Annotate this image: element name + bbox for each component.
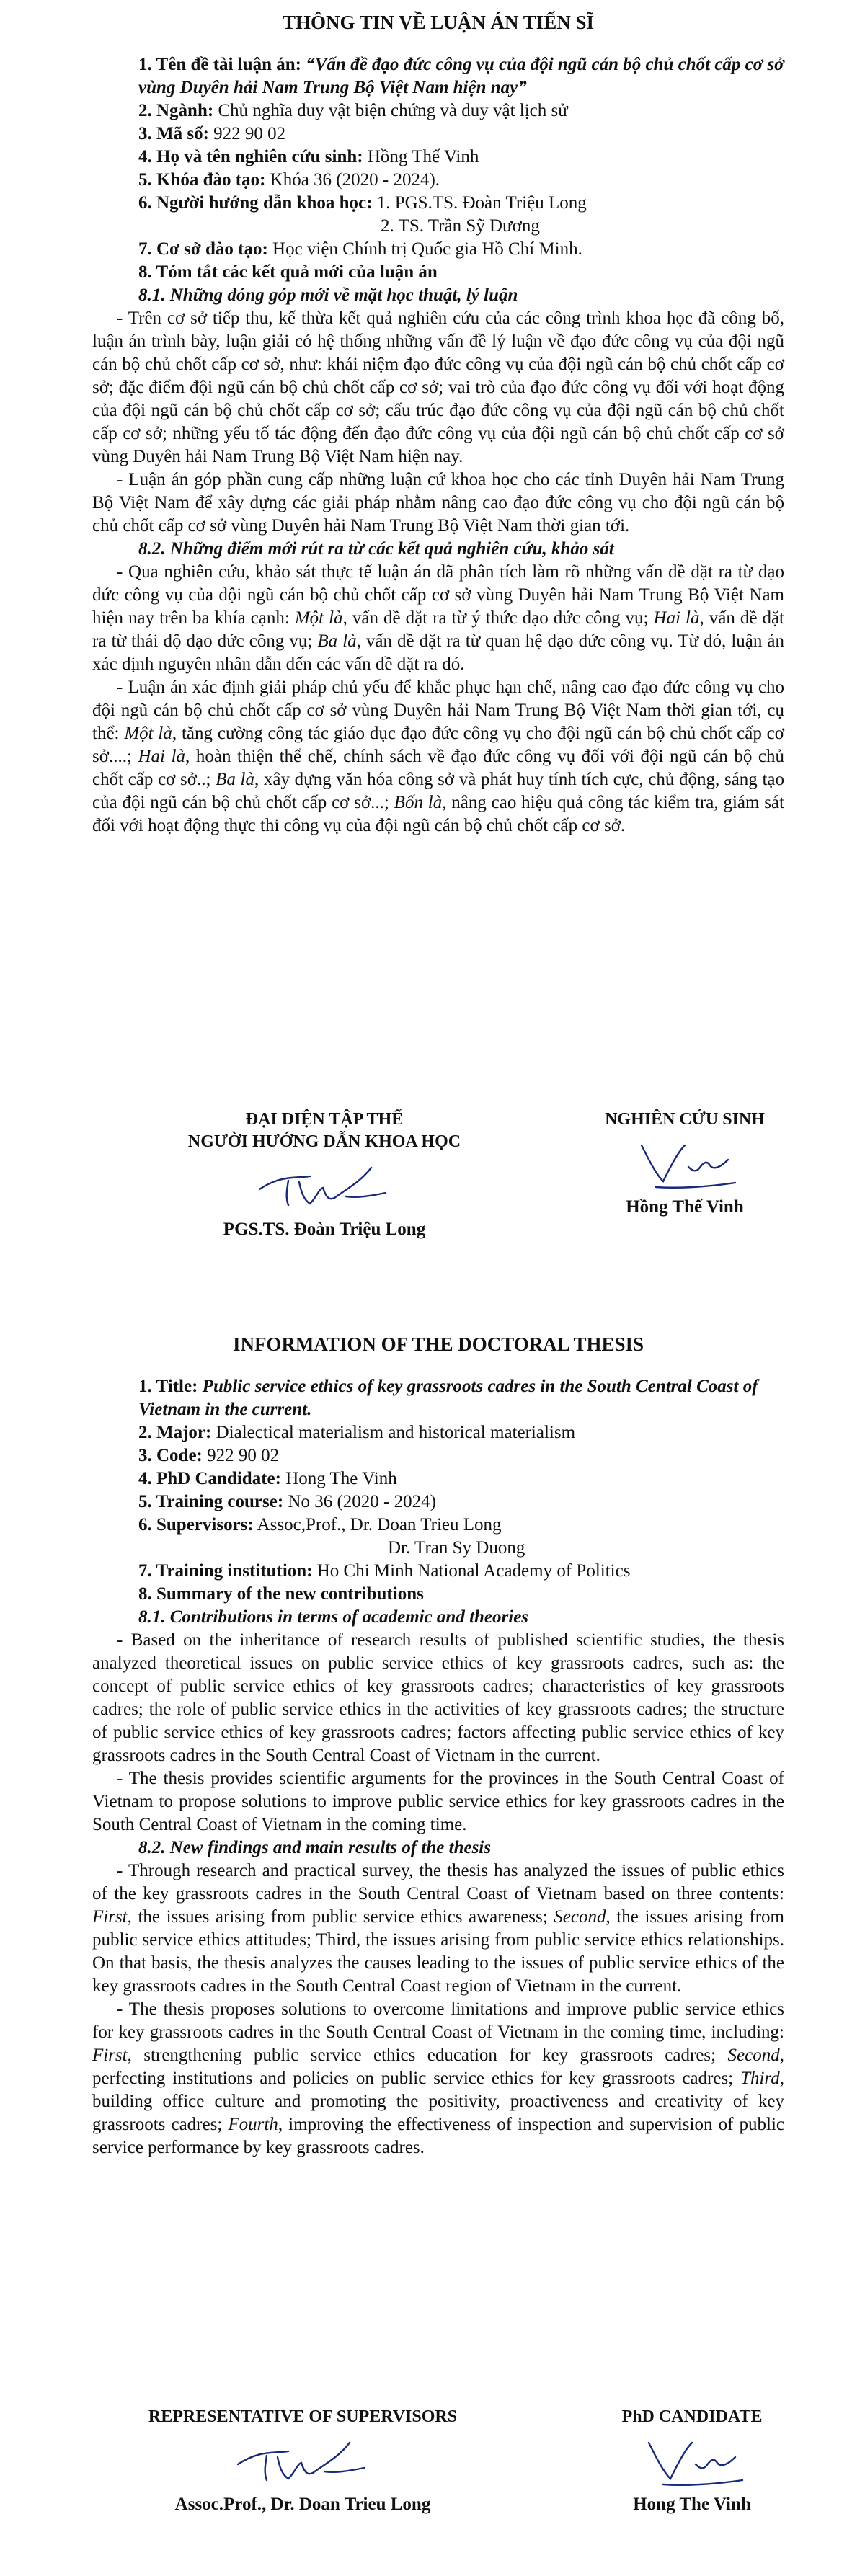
en-p82b-text-4: , building office culture and promoting the positivity, proactiveness and creativity of key grassroots cadres; — [92, 2069, 784, 2134]
en-p82b-em-2: Second — [727, 2046, 780, 2065]
vi-institution-value: Học viện Chính trị Quốc gia Hồ Chí Minh. — [272, 239, 582, 259]
en-code-label: 3. Code: — [138, 1446, 203, 1465]
en-supervisor-signature-image — [216, 2428, 389, 2493]
vi-p82a-text-4: , vấn đề đặt ra từ quan hệ đạo đức công vụ. Từ đó, luận án xác định nguyên nhân dẫn đến các vấn đề đặt ra đó. — [92, 631, 784, 674]
vi-subheading-8-1: 8.1. Những đóng góp mới về mặt học thuật, lý luận — [138, 285, 518, 305]
vi-item-title — [92, 53, 784, 99]
en-signature-supervisor — [94, 2406, 512, 2516]
en-paragraph-8-1-a: - Based on the inheritance of research results of published scientific studies, the thesis analyzed theoretical issues on public service ethics of key grassroots cadres, such as: the concept of public service ethics of key grassroots cadres; characteristics of key grassroots cadres; the role of public service ethics in the activities of key grassroots cadres; the structure of public service ethics of key grassroots cadres; factors affecting public service ethics of key grassroots cadres in the South Central Coast of Vietnam in the current. — [92, 1630, 784, 1765]
vi-supervisors-label: 6. Người hướng dẫn khoa học: — [138, 193, 373, 213]
vi-supervisor-2: 2. TS. Trần Sỹ Dương — [381, 216, 540, 236]
vi-item-institution — [92, 238, 784, 261]
en-item-supervisor-2 — [92, 1537, 784, 1560]
vi-item-supervisor-2 — [92, 215, 784, 238]
en-candidate-value: Hong The Vinh — [285, 1469, 397, 1488]
vi-item-code — [92, 123, 784, 146]
en-paragraph-8-2-a — [92, 1860, 784, 1998]
en-item-code — [92, 1444, 784, 1467]
vi-major-value: Chủ nghĩa duy vật biện chứng và duy vật lịch sử — [218, 101, 568, 120]
vi-p82b-text-5: , nâng cao hiệu quả công tác kiểm tra, giám sát đối với hoạt động thực thi công vụ của đội ngũ cán bộ chủ chốt cấp cơ sở. — [92, 793, 785, 835]
vi-p82b-text-2: , tăng cường công tác giáo dục đạo đức công vụ cho đội ngũ cán bộ chủ chốt cấp cơ sở....; — [92, 724, 784, 766]
en-supervisor-2: Dr. Tran Sy Duong — [388, 1538, 525, 1558]
en-p82a-text-2: , the issues arising from public service ethics awareness; — [127, 1907, 554, 1927]
vi-candidate-value: Hồng Thế Vinh — [367, 147, 479, 166]
en-candidate-signature-image — [620, 2428, 764, 2493]
vi-p82a-text-3: , vấn đề đặt ra từ thái độ đạo đức công vụ; — [92, 608, 785, 651]
en-p82a-text-3: , the issues arising from public service ethics attitudes; Third, the issues arising from public service ethics relationships. On that basis, the thesis analyzes the causes leading to the issues of public service ethics of the key grassroots cadres in the South Central Coast region of Vietnam in the current. — [92, 1907, 784, 1996]
en-p82b-text-3: , perfecting institutions and policies on public service ethics for key grassroots cadres; — [92, 2046, 784, 2088]
vi-summary-label: 8. Tóm tắt các kết quả mới của luận án — [138, 262, 438, 282]
en-p82b-text-1: - The thesis proposes solutions to overcome limitations and improve public service ethics for key grassroots cadres in the South Central Coast of Vietnam in the coming time, including: — [92, 1999, 784, 2042]
en-subheading-8-2: 8.2. New findings and main results of the thesis — [138, 1838, 491, 1857]
vi-course-label: 5. Khóa đào tạo: — [138, 170, 266, 190]
en-p82b-text-5: , improving the effectiveness of inspection and supervision of public service performance by key grassroots cadres. — [92, 2115, 784, 2157]
en-heading: INFORMATION OF THE DOCTORAL THESIS — [232, 1333, 644, 1355]
en-p82a-em-1: First — [92, 1907, 128, 1927]
vi-item-supervisors — [92, 192, 784, 215]
en-p82b-em-4: Fourth — [228, 2115, 278, 2134]
vi-p82a-text-1: - Qua nghiên cứu, khảo sát thực tế luận án đã phân tích làm rõ những vấn đề đặt ra từ đạo đức công vụ của đội ngũ cán bộ chủ chốt cấp cơ sở vùng Duyên hải Nam Trung Bộ Việt Nam hiện nay trên ba khía cạnh: — [92, 562, 784, 628]
en-subheading-8-1: 8.1. Contributions in terms of academic and theories — [138, 1607, 529, 1627]
en-candidate-label: 4. PhD Candidate: — [138, 1469, 281, 1488]
vi-item-candidate — [92, 146, 784, 169]
vi-p82b-text-4: , xây dựng văn hóa công sở và phát huy tính tích cực, chủ động, sáng tạo của đội ngũ cán bộ chủ chốt cấp cơ sở...; — [92, 770, 784, 812]
vi-sig-left-title-2: NGƯỜI HƯỚNG DẪN KHOA HỌC — [187, 1132, 461, 1151]
en-item-candidate — [92, 1467, 784, 1491]
vi-p82a-em-3: Ba là — [317, 631, 357, 651]
en-p82a-em-2: Second — [554, 1907, 606, 1927]
en-code-value: 922 90 02 — [207, 1446, 280, 1465]
en-paragraph-8-1-b: - The thesis provides scientific arguments for the provinces in the South Central Coast of Vietnam to propose solutions to improve public service ethics for key grassroots cadres in the South Central Coast of Vietnam in the coming time. — [92, 1769, 784, 1834]
en-institution-label: 7. Training institution: — [138, 1561, 313, 1581]
vi-title-label: 1. Tên đề tài luận án: — [138, 55, 301, 74]
vi-p82b-em-1: Một là — [124, 724, 172, 743]
vi-p82b-text-3: , hoàn thiện thể chế, chính sách về đạo đức công vụ đối với đội ngũ cán bộ chủ chốt cấp cơ sở..; — [92, 747, 784, 789]
vi-p82a-em-1: Một là — [294, 608, 343, 628]
vi-sig-right-title: NGHIÊN CỨU SINH — [605, 1110, 765, 1129]
en-sig-right-title: PhD CANDIDATE — [621, 2407, 763, 2426]
candidate-signature-image — [613, 1131, 757, 1196]
english-section — [92, 1332, 784, 2159]
en-course-value: No 36 (2020 - 2024) — [288, 1492, 436, 1511]
en-course-label: 5. Training course: — [138, 1492, 284, 1511]
vi-sig-left-title-1: ĐẠI DIỆN TẬP THỂ — [245, 1110, 404, 1129]
vi-course-value: Khóa 36 (2020 - 2024). — [270, 170, 440, 190]
vi-title-value: “Vấn đề đạo đức công vụ của đội ngũ cán bộ chủ chốt cấp cơ sở vùng Duyên hải Nam Trung Bộ Việt Nam hiện nay” — [138, 55, 784, 97]
en-item-major — [92, 1421, 784, 1444]
vi-paragraph-8-1-b: - Luận án góp phần cung cấp những luận cứ khoa học cho các tỉnh Duyên hải Nam Trung Bộ Việt Nam để xây dựng các giải pháp nhằm nâng cao đạo đức công vụ cho đội ngũ cán bộ chủ chốt cấp cơ sở vùng Duyên hải Nam Trung Bộ Việt Nam thời gian tới. — [92, 470, 784, 536]
vi-code-label: 3. Mã số: — [138, 124, 209, 143]
en-signature-candidate — [598, 2406, 786, 2516]
en-item-title — [92, 1375, 784, 1421]
en-p82b-em-1: First — [92, 2046, 128, 2065]
vi-candidate-label: 4. Họ và tên nghiên cứu sinh: — [138, 147, 363, 166]
en-sig-right-name: Hong The Vinh — [633, 2495, 751, 2514]
en-summary-label: 8. Summary of the new contributions — [138, 1584, 424, 1604]
vi-p82b-em-3: Ba là — [216, 770, 254, 789]
en-supervisors-label: 6. Supervisors: — [138, 1515, 254, 1535]
vietnamese-section — [92, 10, 784, 838]
en-p82a-text-1: - Through research and practical survey, the thesis has analyzed the issues of public ethics of the key grassroots cadres in the South Central Coast of Vietnam based on three contents: — [92, 1861, 784, 1904]
vi-paragraph-8-2-b — [92, 676, 784, 838]
supervisor-signature-image — [238, 1153, 411, 1218]
en-major-label: 2. Major: — [138, 1423, 212, 1442]
vi-item-course — [92, 169, 784, 192]
en-institution-value: Ho Chi Minh National Academy of Politics — [316, 1561, 631, 1581]
vi-paragraph-8-1-a: - Trên cơ sở tiếp thu, kế thừa kết quả nghiên cứu của các công trình khoa học đã công bố, luận án trình bày, luận giải có hệ thống những vấn đề lý luận về đạo đức công vụ của đội ngũ cán bộ chủ chốt cấp cơ sở, như: khái niệm đạo đức công vụ của đội ngũ cán bộ chủ chốt cấp cơ sở; đặc điểm đội ngũ cán bộ chủ chốt cấp cơ sở; vai trò của đạo đức công vụ đối với hoạt động của đội ngũ cán bộ chủ chốt cấp cơ sở; cấu trúc đạo đức công vụ của đội ngũ cán bộ chủ chốt cấp cơ sở; những yếu tố tác động đến đạo đức công vụ của đội ngũ cán bộ chủ chốt cấp cơ sở vùng Duyên hải Nam Trung Bộ Việt Nam hiện nay. — [92, 308, 784, 466]
en-sig-left-title: REPRESENTATIVE OF SUPERVISORS — [148, 2407, 458, 2426]
vi-heading: THÔNG TIN VỀ LUẬN ÁN TIẾN SĨ — [282, 12, 595, 33]
vi-p82b-em-2: Hai là — [138, 747, 186, 766]
en-title-value: Public service ethics of key grassroots cadres in the South Central Coast of Vietnam in the current. — [138, 1377, 758, 1419]
vi-paragraph-8-2-a — [92, 561, 784, 676]
vi-major-label: 2. Ngành: — [138, 101, 214, 120]
vi-signature-supervisor — [166, 1109, 483, 1241]
en-p82b-em-3: Third — [740, 2069, 780, 2088]
vi-supervisor-1: 1. PGS.TS. Đoàn Triệu Long — [376, 193, 587, 213]
en-supervisor-1: Assoc,Prof., Dr. Doan Trieu Long — [257, 1515, 502, 1535]
vi-p82b-em-4: Bốn là — [394, 793, 443, 812]
vi-p82a-em-2: Hai là — [653, 608, 700, 628]
en-major-value: Dialectical materialism and historical materialism — [216, 1423, 576, 1442]
en-item-institution — [92, 1560, 784, 1583]
vi-subheading-8-2: 8.2. Những điểm mới rút ra từ các kết quả nghiên cứu, khảo sát — [138, 539, 614, 559]
vi-item-major — [92, 99, 784, 123]
vi-sig-right-name: Hồng Thế Vinh — [626, 1197, 744, 1217]
en-item-supervisors — [92, 1514, 784, 1537]
en-paragraph-8-2-b — [92, 1998, 784, 2159]
vi-sig-left-name: PGS.TS. Đoàn Triệu Long — [223, 1220, 426, 1239]
vi-signature-candidate — [577, 1109, 793, 1219]
vi-institution-label: 7. Cơ sở đào tạo: — [138, 239, 268, 259]
en-title-label: 1. Title: — [138, 1377, 198, 1396]
vi-p82a-text-2: , vấn đề đặt ra từ ý thức đạo đức công vụ; — [342, 608, 654, 628]
en-sig-left-name: Assoc.Prof., Dr. Doan Trieu Long — [174, 2495, 431, 2514]
vi-p82b-text-1: - Luận án xác định giải pháp chủ yếu để khắc phục hạn chế, nâng cao đạo đức công vụ cho đội ngũ cán bộ chủ chốt cấp cơ sở vùng Duyên hải Nam Trung Bộ Việt Nam thời gian tới, cụ thể: — [92, 678, 784, 743]
en-p82b-text-2: , strengthening public service ethics education for key grassroots cadres; — [127, 2046, 728, 2065]
vi-code-value: 922 90 02 — [213, 124, 286, 143]
en-item-course — [92, 1491, 784, 1514]
